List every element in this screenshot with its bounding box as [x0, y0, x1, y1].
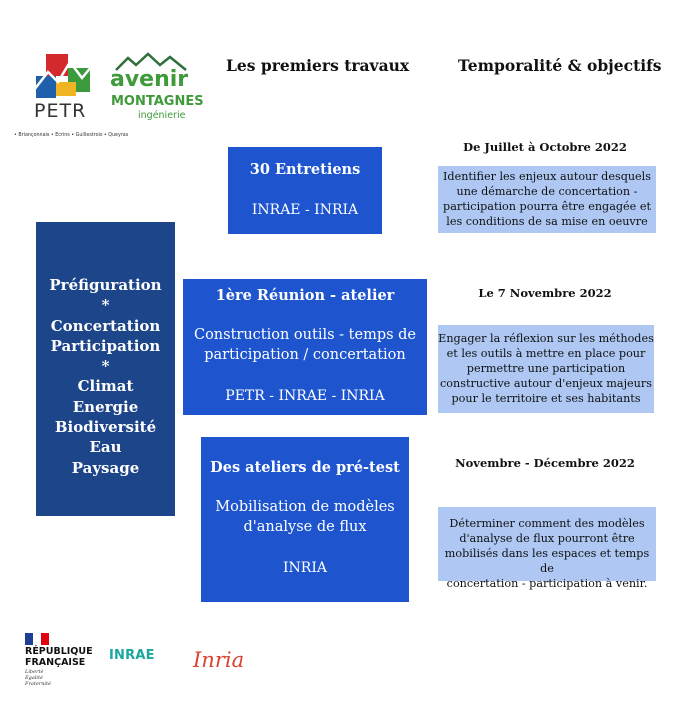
- objective-line: permettre une participation: [466, 362, 626, 375]
- objective-line: d'analyse de flux pourront être: [459, 532, 635, 545]
- rf-motto3: Fraternité: [25, 681, 51, 687]
- work-box-reunion-atelier: [183, 279, 427, 415]
- theme-line: Climat: [77, 377, 134, 396]
- avenir-text: avenir: [110, 67, 189, 92]
- theme-line: Paysage: [71, 458, 140, 477]
- theme-line: Préfiguration: [49, 276, 162, 294]
- objective-line: une démarche de concertation -: [456, 185, 638, 198]
- inria-logo: Inria: [193, 648, 245, 672]
- work-box-entretiens: [228, 147, 382, 234]
- theme-line: *: [101, 357, 110, 376]
- objective-line: Déterminer comment des modèles: [449, 517, 645, 530]
- objective-line: participation pourra être engagée et: [443, 200, 651, 213]
- rf-line1: RÉPUBLIQUE: [25, 646, 93, 657]
- rf-line2: FRANÇAISE: [25, 657, 86, 668]
- header-premiers-travaux: Les premiers travaux: [226, 56, 410, 75]
- work-box-ateliers-pretest: [201, 437, 409, 602]
- rf-motto2: Égalité: [25, 675, 43, 681]
- theme-line: Biodiversité: [54, 418, 157, 437]
- themes-panel: [36, 222, 175, 516]
- theme-line: Energie: [72, 397, 139, 416]
- theme-line: Participation: [50, 336, 161, 355]
- work-line: d'analyse de flux: [243, 519, 367, 535]
- inrae-logo: INRAE: [109, 648, 155, 663]
- petr-logo: [30, 48, 100, 128]
- header-temporalite-objectifs: Temporalité & objectifs: [458, 56, 662, 75]
- objective-line: Engager la réflexion sur les méthodes: [438, 332, 654, 345]
- date-label: Le 7 Novembre 2022: [478, 286, 612, 300]
- work-title: 30 Entretiens: [249, 161, 361, 178]
- theme-line: *: [101, 296, 110, 315]
- objective-line: et les outils à mettre en place pour: [446, 347, 646, 360]
- theme-line: Concertation: [50, 316, 161, 335]
- objective-line: les conditions de sa mise en oeuvre: [446, 215, 648, 228]
- objective-box-2: [438, 325, 654, 413]
- work-partners: INRIA: [283, 560, 327, 576]
- montagnes-text: MONTAGNES: [111, 94, 204, 109]
- date-label: Novembre - Décembre 2022: [455, 456, 635, 470]
- rf-motto1: Liberté: [25, 669, 44, 675]
- work-line: participation / concertation: [204, 347, 406, 363]
- work-line: Mobilisation de modèles: [215, 499, 395, 515]
- french-flag-icon: [25, 633, 49, 645]
- objective-line: mobilisés dans les espaces et temps de: [444, 547, 650, 575]
- objective-line: pour le territoire et ses habitants: [451, 392, 641, 405]
- objective-box-1: [438, 166, 656, 233]
- petr-tagline: • Briançonnais • Ecrins • Guillestrois • Queyras: [14, 133, 129, 138]
- republique-francaise-logo: [25, 633, 105, 693]
- work-title: Des ateliers de pré-test: [210, 459, 400, 476]
- objective-line: concertation - participation à venir.: [446, 577, 648, 590]
- work-title: 1ère Réunion - atelier: [215, 287, 395, 304]
- theme-line: Eau: [89, 438, 122, 457]
- work-partners: INRAE - INRIA: [251, 202, 359, 218]
- objective-line: constructive autour d'enjeux majeurs: [440, 377, 652, 390]
- date-label: De Juillet à Octobre 2022: [463, 140, 627, 154]
- work-partners: PETR - INRAE - INRIA: [225, 388, 385, 404]
- petr-text: PETR: [34, 100, 87, 122]
- objective-box-3: [438, 507, 656, 590]
- ingenierie-text: ingénierie: [138, 110, 186, 121]
- avenir-montagnes-logo: [110, 52, 204, 122]
- work-line: Construction outils - temps de: [193, 327, 417, 343]
- objective-line: Identifier les enjeux autour desquels: [443, 170, 651, 183]
